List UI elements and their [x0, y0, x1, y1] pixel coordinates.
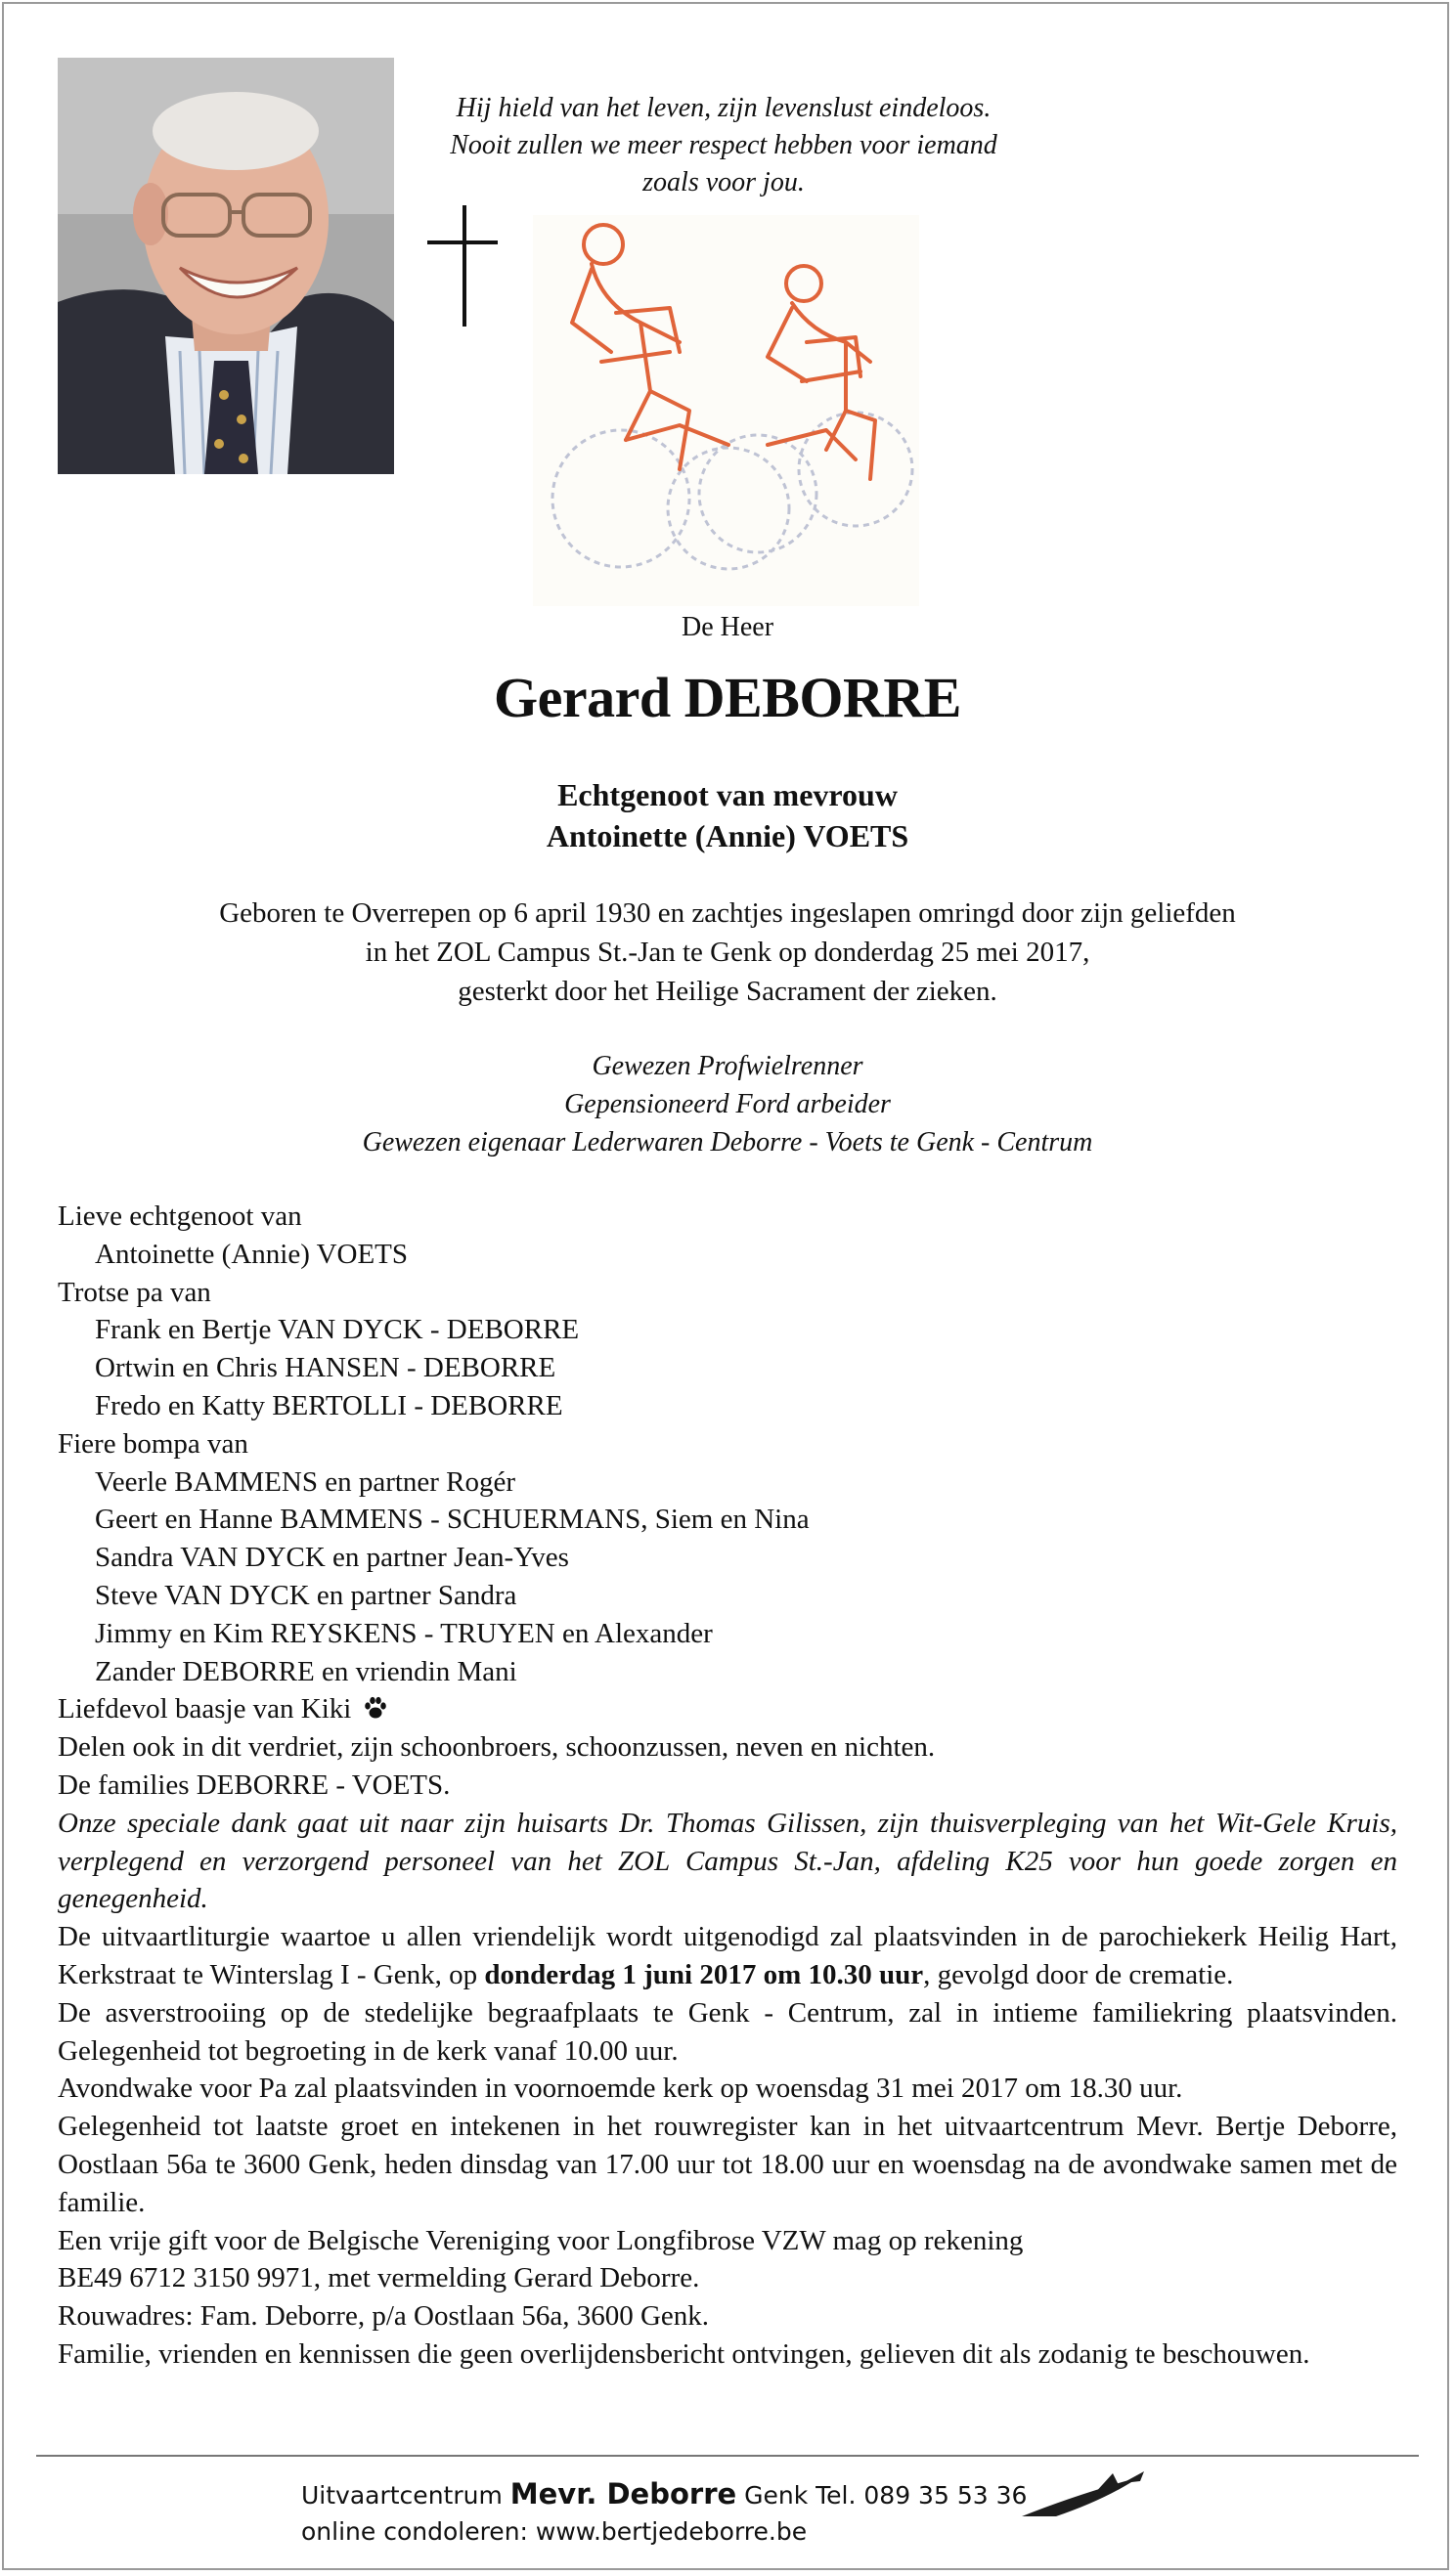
family-member: Frank en Bertje VAN DYCK - DEBORRE	[95, 1314, 580, 1346]
spouse-intro: Echtgenoot van mevrouw	[557, 777, 898, 812]
gift-line: Een vrije gift voor de Belgische Vereniging voor Longfibrose VZW mag op rekening	[58, 2224, 1024, 2256]
funeral-text-before: De uitvaartliturgie waartoe u allen vriendelijk wordt uitgenodigd zal plaatsvinden in de parochiekerk Heilig Hart, Kerkstraat te Winterslag I - Genk, op	[58, 1921, 1397, 1990]
funeral-home-line	[301, 2476, 1027, 2513]
birth-line: Geboren te Overrepen op 6 april 1930 en zachtjes ingeslapen omringd door zijn geliefden	[219, 897, 1236, 929]
cyclists-drawing	[533, 215, 919, 606]
children-label: Trotse pa van	[58, 1276, 211, 1308]
families-line: De families DEBORRE - VOETS.	[58, 1768, 451, 1801]
relatives-line: Delen ook in dit verdriet, zijn schoonbroers, schoonzussen, neven en nichten.	[58, 1731, 936, 1764]
family-member: Geert en Hanne BAMMENS - SCHUERMANS, Siem en Nina	[95, 1504, 810, 1536]
cyclists-illustration	[533, 215, 919, 606]
condolences-link[interactable]: online condoleren: www.bertjedeborre.be	[301, 2517, 808, 2546]
family-member: Steve VAN DYCK en partner Sandra	[95, 1579, 517, 1611]
footer-divider	[36, 2455, 1419, 2457]
memorial-quote	[430, 90, 1017, 201]
honorific: De Heer	[681, 612, 774, 642]
family-member: Veerle BAMMENS en partner Rogér	[95, 1465, 516, 1498]
family-member: Ortwin en Chris HANSEN - DEBORRE	[95, 1352, 556, 1384]
role-line: Gewezen eigenaar Lederwaren Deborre - Voets te Genk - Centrum	[362, 1127, 1093, 1157]
spouse-label: Lieve echtgenoot van	[58, 1201, 302, 1232]
portrait-photo	[58, 58, 394, 474]
quote-line-2: Nooit zullen we meer respect hebben voor iemand zoals voor jou.	[450, 130, 997, 197]
bird-logo-icon	[1017, 2466, 1154, 2524]
grandchildren-label: Fiere bompa van	[58, 1427, 248, 1460]
family-member: Jimmy en Kim REYSKENS - TRUYEN en Alexander	[95, 1617, 713, 1649]
funeral-date: donderdag 1 juni 2017 om 10.30 uur	[484, 1958, 924, 1990]
ashes-paragraph: De asverstrooiing op de stedelijke begraafplaats te Genk - Centrum, zal in intieme familiekring plaatsvinden. Gelegenheid tot begroeting in de kerk vanaf 10.00 uur.	[58, 1996, 1397, 2067]
visitation-paragraph: Gelegenheid tot laatste groet en intekenen in het rouwregister kan in het uitvaartcentrum Mevr. Bertje Deborre, Oostlaan 56a te 3600 Genk, heden dinsdag van 17.00 uur tot 18.00 uur en woensdag na de avondwake samen met de familie.	[58, 2111, 1397, 2218]
birth-line: in het ZOL Campus St.-Jan te Genk op donderdag 25 mei 2017,	[365, 937, 1090, 968]
role-line: Gewezen Profwielrenner	[592, 1051, 863, 1081]
deceased-name: Gerard DEBORRE	[494, 666, 961, 729]
mourning-address: Rouwadres: Fam. Deborre, p/a Oostlaan 56a, 3600 Genk.	[58, 2300, 710, 2333]
career-roles	[0, 1047, 1455, 1161]
pet-line-text: Liefdevol baasje van Kiki	[58, 1693, 352, 1725]
pet-line	[58, 1690, 1397, 1728]
wake-paragraph: Avondwake voor Pa zal plaatsvinden in voornoemde kerk op woensdag 31 mei 2017 om 18.30 uur.	[58, 2073, 1183, 2105]
funeral-text-after: , gevolgd door de crematie.	[923, 1958, 1234, 1990]
paw-icon	[363, 1695, 388, 1721]
family-and-notices	[58, 1198, 1397, 2374]
funeral-home-brand: Mevr. Deborre	[509, 2477, 737, 2511]
footer	[301, 2476, 1027, 2550]
family-member: Fredo en Katty BERTOLLI - DEBORRE	[95, 1389, 563, 1421]
family-member: Antoinette (Annie) VOETS	[95, 1238, 409, 1270]
birth-line: gesterkt door het Heilige Sacrament der zieken.	[458, 976, 997, 1007]
quote-line-1: Hij hield van het leven, zijn levenslust eindeloos.	[456, 93, 992, 123]
spouse-block	[0, 774, 1455, 856]
birth-death-statement	[0, 894, 1455, 1011]
gift-line: BE49 6712 3150 9971, met vermelding Gerard Deborre.	[58, 2262, 700, 2294]
funeral-home-contact: Genk Tel. 089 35 53 36	[744, 2481, 1028, 2510]
family-member: Sandra VAN DYCK en partner Jean-Yves	[95, 1542, 569, 1574]
thanks-paragraph: Onze speciale dank gaat uit naar zijn huisarts Dr. Thomas Gilissen, zijn thuisverpleging van het Wit-Gele Kruis, verplegend en verzorgend personeel van het ZOL Campus St.-Jan, afdeling K25 voor hun goede zorgen en genegenheid.	[58, 1807, 1397, 1915]
role-line: Gepensioneerd Ford arbeider	[564, 1089, 891, 1119]
family-member: Zander DEBORRE en vriendin Mani	[95, 1655, 517, 1687]
funeral-paragraph	[58, 1918, 1397, 1994]
closing-paragraph: Familie, vrienden en kennissen die geen overlijdensbericht ontvingen, gelieven dit als zodanig te beschouwen.	[58, 2337, 1310, 2370]
cross-icon	[427, 205, 498, 327]
portrait-illustration	[58, 58, 394, 474]
funeral-home-prefix: Uitvaartcentrum	[301, 2481, 503, 2510]
spouse-name: Antoinette (Annie) VOETS	[546, 818, 909, 853]
